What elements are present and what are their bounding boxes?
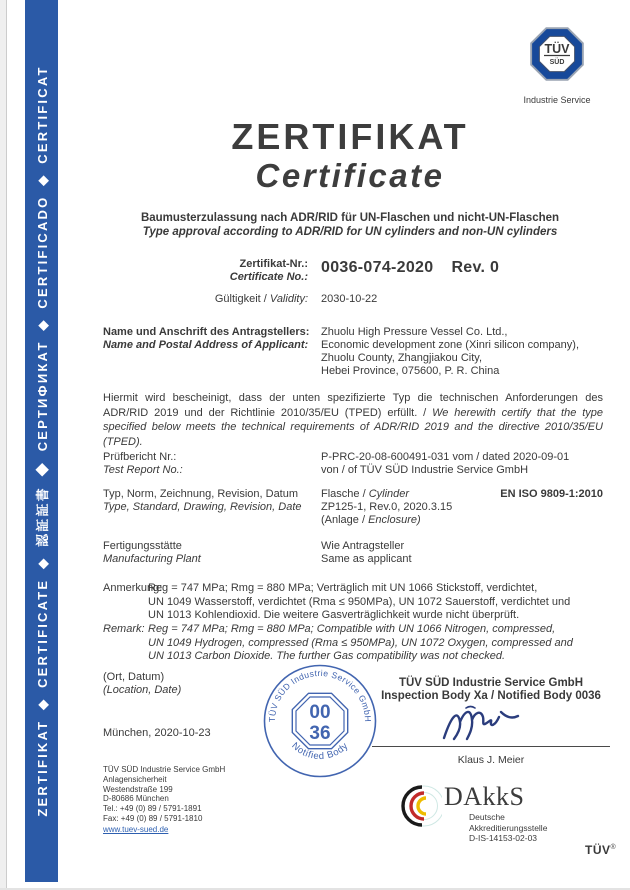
applicant-line: Zhuolu High Pressure Vessel Co. Ltd., — [321, 326, 508, 338]
dakks-text — [444, 784, 547, 844]
signature-icon — [406, 704, 576, 746]
location-date-label: (Ort, Datum) (Location, Date) — [103, 671, 182, 696]
certification-statement — [103, 391, 603, 449]
tuv-sud-logo — [509, 24, 605, 105]
location-date-value: München, 2020-10-23 — [103, 727, 211, 739]
logo-tuv-text: TÜV — [544, 42, 570, 56]
type-standard-label: Typ, Norm, Zeichnung, Revision, Datum Type, Standard, Drawing, Revision, Date — [103, 488, 302, 513]
page-edge-left — [0, 0, 7, 890]
footer-company: TÜV SÜD Industrie Service GmbH Anlagensicherheit Westendstraße 199 D-80686 München Tel.: +49 (0) 89 / 5791-1891 Fax: +49 (0) 89 / 5791-1810 www.tuev-sued.de — [103, 765, 226, 834]
applicant-row — [103, 326, 603, 378]
applicant-label: Name und Anschrift des Antragstellers: Name and Postal Address of Applicant: — [103, 326, 310, 351]
remark-de-block — [103, 582, 608, 623]
manufacturing-plant-row — [103, 540, 603, 566]
stamp-top-text: TÜV SÜD Industrie Service GmbH — [266, 667, 374, 723]
language-band — [25, 0, 58, 882]
remark-en-label: Remark: — [103, 623, 145, 635]
subtitle-en: Type approval according to ADR/RID for UN cylinders and non-UN cylinders — [142, 226, 558, 238]
issuer-name: TÜV SÜD Industrie Service GmbH — [398, 677, 584, 689]
test-report-value: P-PRC-20-08-600491-031 vom / dated 2020-09-01 von / of TÜV SÜD Industrie Service GmbH — [321, 451, 570, 476]
subtitle — [70, 211, 630, 239]
signature-line — [372, 746, 610, 747]
cylinder-label: Flasche / Cylinder — [321, 488, 410, 500]
applicant-address — [321, 326, 603, 378]
dakks-details: Deutsche Akkreditierungsstelle D-IS-14153-02-03 — [469, 812, 548, 843]
applicant-line: Hebei Province, 075600, P. R. China — [321, 365, 500, 377]
tuv-octagon-icon — [527, 24, 587, 84]
stamp-bottom-text: Notified Body — [289, 740, 351, 763]
issuer-body: Inspection Body Xa / Notified Body 0036 — [381, 690, 601, 702]
stamp-icon — [261, 662, 379, 780]
certificate-number-value: 0036-074-2020 Rev. 0 — [321, 259, 500, 276]
page-title-de: ZERTIFIKAT — [231, 116, 469, 157]
standard-reference: EN ISO 9809-1:2010 — [500, 488, 603, 500]
logo-sud-text: SÜD — [549, 59, 565, 66]
remark-en-block — [103, 623, 608, 664]
manufacturing-plant-value: Wie Antragsteller Same as applicant — [321, 540, 412, 565]
stamp-number-top: 00 — [309, 702, 331, 723]
applicant-line: Zhuolu County, Zhangjiakou City, — [321, 352, 483, 364]
website-link[interactable]: www.tuev-sued.de — [103, 824, 169, 834]
issuer-block — [372, 677, 610, 766]
stamp-number-bottom: 36 — [309, 723, 331, 744]
test-report-label: Prüfbericht Nr.: Test Report No.: — [103, 451, 183, 476]
remark-de-text: Reg = 747 MPa; Rmg = 880 MPa; Verträglich mit UN 1066 Stickstoff, verdichtet, UN 1049 Wasserstoff, verdichtet (Rma ≤ 950MPa), UN 1072 Sauerstoff, verdichtet und UN 1013 Kohlendioxid. Die weitere Gasverträglichkeit wurde nicht überprüft. — [148, 582, 571, 622]
validity-value: 2030-10-22 — [321, 293, 378, 305]
type-standard-value — [321, 488, 603, 527]
notified-body-stamp — [261, 662, 379, 785]
signer-name: Klaus J. Meier — [457, 754, 525, 766]
dakks-arcs-icon — [396, 784, 442, 832]
certificate-number-row — [103, 258, 603, 284]
drawing-reference: ZP125-1, Rev.0, 2020.3.15 — [321, 501, 453, 513]
tuv-registered-mark: TÜV® — [585, 843, 617, 857]
type-standard-row — [103, 488, 603, 527]
validity-row — [103, 293, 603, 306]
page-title-en: Certificate — [255, 157, 445, 194]
dakks-wordmark: DAkkS — [444, 782, 525, 811]
logo-caption: Industrie Service — [523, 95, 591, 105]
statement-en: We herewith certify that the type specified below meets the technical requirements of ADR/RID 2019 and the directive 2010/35/EU (TPED). — [103, 406, 603, 448]
remark-en-text: Reg = 747 MPa; Rmg = 880 MPa; Compatible with UN 1066 Nitrogen, compressed, UN 1049 Hydrogen, compressed (Rma ≤ 950MPa), UN 1072 Oxygen, compressed and UN 1013 Carbon Dioxide. The further Gas compatibility was not checked. — [148, 623, 573, 663]
certificate-number-label: Zertifikat-Nr.: Certificate No.: — [229, 258, 308, 283]
enclosure-note: (Anlage / Enclosure) — [321, 514, 421, 526]
revision: Rev. 0 — [451, 259, 500, 276]
statement-de: Hiermit wird bescheinigt, dass der unten spezifizierte Typ die technischen Anforderungen des ADR/RID 2019 und der Richtlinie 2010/35/EU (TPED) erfüllt. / — [103, 392, 603, 419]
manufacturing-plant-label: Fertigungsstätte Manufacturing Plant — [103, 540, 201, 565]
language-band-text: ZERTIFIKAT ◆ CERTIFICATE ◆ 認証証書 ◆ СЕРТИФИКАТ ◆ CERTIFICADO ◆ CERTIFICAT — [35, 65, 50, 817]
subtitle-de: Baumusterzulassung nach ADR/RID für UN-Flaschen und nicht-UN-Flaschen — [140, 212, 560, 224]
validity-label: Gültigkeit / Validity: — [214, 293, 308, 305]
dakks-block — [396, 784, 547, 844]
applicant-line: Economic development zone (Xinri silicon company), — [321, 339, 580, 351]
remark-de-label: Anmerkung: — [103, 582, 163, 594]
test-report-row — [103, 451, 603, 477]
